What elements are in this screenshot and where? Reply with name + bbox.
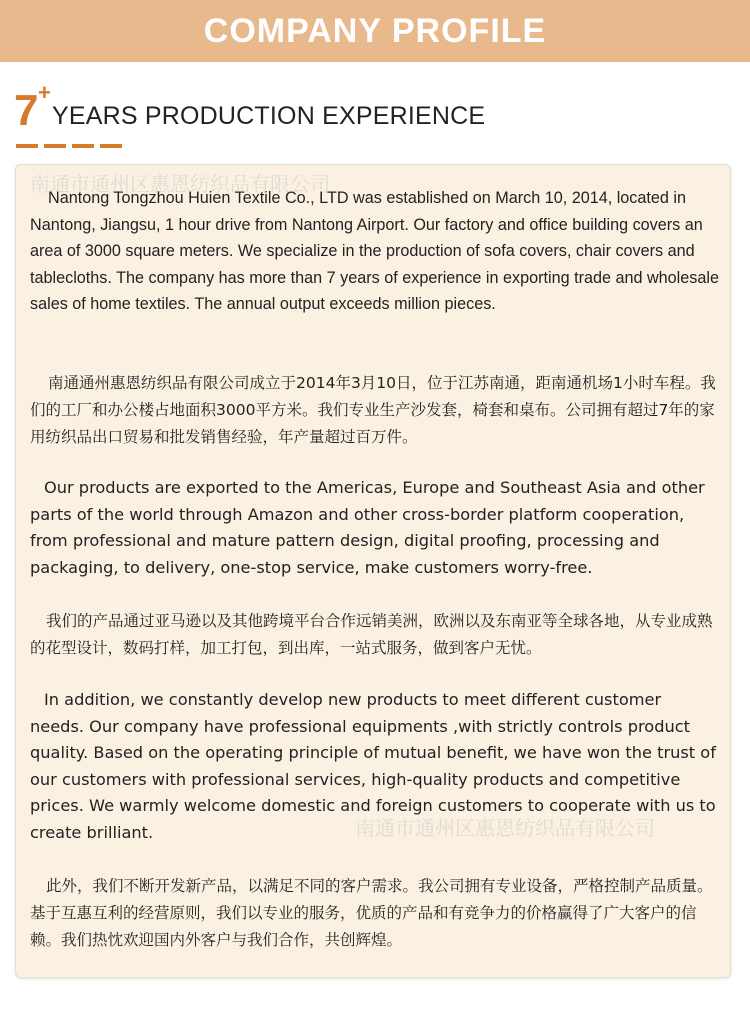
profile-paragraph-zh-3: 此外，我们不断开发新产品，以满足不同的客户需求。我公司拥有专业设备，严格控制产品质量。基于互惠互利的经营原则，我们以专业的服务，优质的产品和有竞争力的价格赢得了广大客户的信赖。我们热忱欢迎国内外客户与我们合作，共创辉煌。 xyxy=(30,877,713,949)
experience-heading xyxy=(14,80,734,136)
profile-paragraph-en-2: Our products are exported to the Americas, Europe and Southeast Asia and other parts of the world through Amazon and other cross-border platform cooperation, from professional and mature pattern design, digital proofing, processing and packaging, to delivery, one-stop service, make customers worry-free. xyxy=(30,478,705,577)
profile-paragraph-zh-1: 南通通州惠恩纺织品有限公司成立于2014年3月10日，位于江苏南通，距南通机场1小时车程。我们的工厂和办公楼占地面积3000平方米。我们专业生产沙发套，椅套和桌布。公司拥有超过7年的家用纺织品出口贸易和批发销售经验，年产量超过百万件。 xyxy=(30,374,716,446)
profile-content-box xyxy=(15,164,731,978)
header-band xyxy=(0,0,750,62)
profile-paragraph-zh-2: 我们的产品通过亚马逊以及其他跨境平台合作远销美洲，欧洲以及东南亚等全球各地，从专业成熟的花型设计，数码打样，加工打包，到出库，一站式服务，做到客户无忧。 xyxy=(30,612,713,657)
dash-divider xyxy=(100,144,122,148)
experience-text: YEARS PRODUCTION EXPERIENCE xyxy=(52,102,486,130)
watermark-text: 南通市通州区惠恩纺织品有限公司 xyxy=(355,816,655,840)
profile-paragraph-en-3: In addition, we constantly develop new products to meet different customer needs. Our company have professional equipments ,with strictly controls product quality. Based on the operating principle of mutual benefit, we have won the trust of our customers with professional services, high-quality products and competitive prices. We warmly welcome domestic and foreign customers to cooperate with us to create brilliant. xyxy=(30,690,716,842)
decorative-dashes xyxy=(16,144,122,148)
profile-paragraph-en-1: Nantong Tongzhou Huien Textile Co., LTD was established on March 10, 2014, located in Nantong, Jiangsu, 1 hour drive from Nantong Airport. Our factory and office building covers an area of 3000 square meters. We specialize in the production of sofa covers, chair covers and tablecloths. The company has more than 7 years of experience in exporting trade and wholesale sales of home textiles. The annual output exceeds million pieces. xyxy=(30,189,719,313)
dash-divider xyxy=(72,144,94,148)
experience-number: 7 xyxy=(14,86,39,135)
dash-divider xyxy=(16,144,38,148)
watermark-text: 南通市通州区惠恩纺织品有限公司 xyxy=(30,172,330,196)
experience-plus: + xyxy=(38,80,51,105)
dash-divider xyxy=(44,144,66,148)
page-title: COMPANY PROFILE xyxy=(203,11,547,50)
